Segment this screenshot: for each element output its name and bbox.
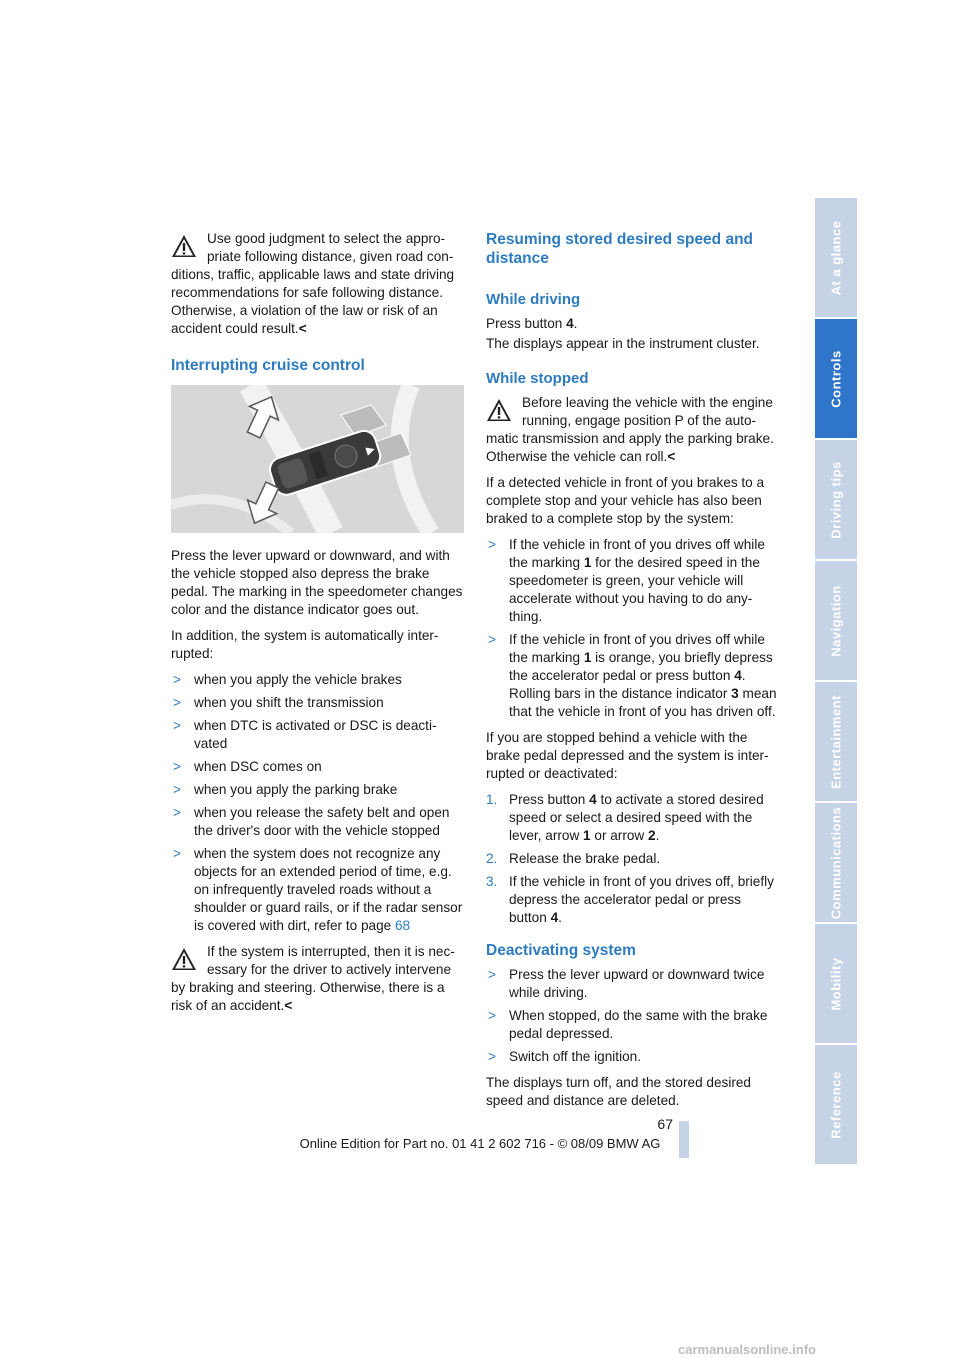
- text: .: [558, 910, 562, 925]
- tab-label: Reference: [828, 1070, 844, 1139]
- list-item: [171, 845, 464, 935]
- warning-icon: [171, 234, 197, 258]
- text: to activate a stored desired speed or select a desired speed with the lever, arrow: [509, 792, 764, 843]
- page-link[interactable]: 68: [394, 918, 411, 933]
- tab-navigation[interactable]: [815, 561, 857, 682]
- watermark: carmanualsonline.info: [678, 1342, 816, 1357]
- tab-label: Communications: [828, 806, 844, 919]
- list-item-text: when you apply the parking brake: [194, 782, 398, 797]
- steering-lever-figure: [171, 385, 464, 533]
- list-item-text: when DTC is activated or DSC is deacti-vated: [194, 718, 437, 751]
- list-item-text: When stopped, do the same with the brake pedal depressed.: [509, 1008, 768, 1041]
- bullet-marker: >: [173, 759, 181, 774]
- list-item: [171, 758, 464, 776]
- bullet-marker: >: [488, 967, 496, 982]
- paragraph-press-button: [486, 315, 778, 333]
- list-item-text: when you apply the vehicle brakes: [194, 672, 402, 687]
- button-number: 4: [550, 910, 559, 925]
- bullet-marker: >: [173, 672, 181, 687]
- tab-at-a-glance[interactable]: [815, 198, 857, 319]
- list-item: [171, 804, 464, 840]
- paragraph-displays: The displays appear in the instrument cluster.: [486, 336, 760, 351]
- button-number: 4: [566, 316, 574, 331]
- step-number: 3.: [486, 874, 498, 889]
- arrow-number: 1: [583, 828, 591, 843]
- warning-text-rest: by braking and steering. Otherwise, there is a risk of an accident.: [171, 980, 445, 1013]
- arrow-number: 2: [648, 828, 656, 843]
- subheading-while-driving: While driving: [486, 291, 581, 308]
- warning-text-rest: ditions, traffic, applicable laws and state driving recommendations for safe following distance. Otherwise, a violation of the law or risk of an accident could result.: [171, 267, 455, 336]
- list-item: [486, 966, 778, 1002]
- list-item: [171, 694, 464, 712]
- warning-icon: [486, 398, 512, 422]
- tab-label: At a glance: [828, 220, 844, 295]
- list-item-text: when the system does not recognize any objects for an extended period of time, e.g. on infrequently traveled roads without a shoulder or guard rails, or if the radar sensor is covered with dirt, refer to page: [194, 846, 463, 933]
- svg-text:▶: ▶: [364, 442, 377, 458]
- tab-communications[interactable]: [815, 803, 857, 924]
- left-column: [171, 230, 464, 1015]
- text: If the vehicle in front of you drives off while the marking: [509, 632, 765, 665]
- drive-off-list: [486, 536, 778, 721]
- right-column: [486, 230, 778, 1118]
- bullet-marker: >: [173, 846, 181, 861]
- text: Press button: [509, 792, 590, 807]
- paragraph-press-lever: Press the lever upward or downward, and with the vehicle stopped also depress the brake pedal. The marking in the speedometer changes color and the distance indicator goes out.: [171, 548, 463, 617]
- text: Press button: [486, 316, 567, 331]
- tab-label: Controls: [828, 349, 844, 408]
- warning-text-first: Use good judgment to select the appro-priate following distance, given road con-: [207, 231, 454, 264]
- text: for the desired speed in the speedometer is green, your vehicle will accelerate without you having to do any-thing.: [509, 555, 760, 624]
- warning-text-first: If the system is interrupted, then it is nec-essary for the driver to actively intervene: [207, 944, 455, 977]
- heading-resuming: Resuming stored desired speed and distance: [486, 231, 754, 267]
- button-number: 4: [734, 668, 742, 683]
- paragraph-stopped-behind: If you are stopped behind a vehicle with the brake pedal depressed and the system is inter-rupted or deactivated:: [486, 730, 769, 781]
- bullet-marker: >: [173, 805, 181, 820]
- indicator-number: 3: [731, 686, 739, 701]
- list-item: [486, 873, 778, 927]
- bullet-marker: >: [173, 782, 181, 797]
- list-item-text: Switch off the ignition.: [509, 1049, 641, 1064]
- text: If the vehicle in front of you drives off while the marking: [509, 537, 765, 570]
- step-number: 2.: [486, 851, 498, 866]
- list-item: [486, 791, 778, 845]
- list-item: [171, 671, 464, 689]
- end-marker: <: [667, 449, 676, 464]
- page-number: 67: [657, 1116, 673, 1132]
- paragraph-final: The displays turn off, and the stored desired speed and distance are deleted.: [486, 1075, 751, 1108]
- marking-number: 1: [583, 650, 592, 665]
- warning-note: [171, 230, 464, 338]
- list-item: [486, 1007, 778, 1043]
- step-number: 1.: [486, 792, 498, 807]
- tab-controls[interactable]: [815, 319, 857, 440]
- text: . Rolling bars in the distance indicator: [509, 668, 746, 701]
- heading-deactivating: Deactivating system: [486, 942, 636, 959]
- text: Release the brake pedal.: [509, 851, 661, 866]
- text: is orange, you briefly depress the accelerator pedal or press button: [509, 650, 773, 683]
- text: mean that the vehicle in front of you has driven off.: [509, 686, 777, 719]
- warning-icon: [171, 947, 197, 971]
- warning-text-rest: matic transmission and apply the parking brake. Otherwise the vehicle can roll.: [486, 431, 774, 464]
- interrupt-conditions-list: [171, 671, 464, 935]
- footer-text: Online Edition for Part no. 01 41 2 602 716 - © 08/09 BMW AG: [299, 1136, 661, 1151]
- list-item-text: when DSC comes on: [194, 759, 322, 774]
- bullet-marker: >: [488, 1049, 496, 1064]
- list-item: [486, 631, 778, 721]
- tab-driving-tips[interactable]: [815, 440, 857, 561]
- text: .: [573, 316, 578, 331]
- bullet-marker: >: [173, 718, 181, 733]
- list-item: [171, 717, 464, 753]
- list-item: [171, 781, 464, 799]
- chapter-tabs: [815, 198, 857, 1166]
- list-item: [486, 1048, 778, 1066]
- tab-mobility[interactable]: [815, 924, 857, 1045]
- end-marker: <: [298, 321, 307, 336]
- tab-label: Entertainment: [828, 694, 844, 789]
- steps-list: [486, 791, 778, 927]
- list-item: [486, 536, 778, 626]
- text: .: [655, 828, 660, 843]
- subheading-while-stopped: While stopped: [486, 370, 589, 387]
- list-item-text: when you release the safety belt and open the driver's door with the vehicle stopped: [194, 805, 450, 838]
- bullet-marker: >: [488, 1008, 496, 1023]
- bullet-marker: >: [488, 537, 496, 552]
- heading-interrupting: Interrupting cruise control: [171, 357, 365, 374]
- warning-note: [486, 394, 778, 466]
- deactivate-list: [486, 966, 778, 1066]
- bullet-marker: >: [173, 695, 181, 710]
- list-item: [486, 850, 778, 868]
- tab-label: Driving tips: [828, 460, 844, 539]
- end-marker: <: [284, 998, 293, 1013]
- button-number: 4: [589, 792, 597, 807]
- paragraph-auto-interrupt: In addition, the system is automatically inter-rupted:: [171, 628, 439, 661]
- marking-number: 1: [583, 555, 592, 570]
- list-item-text: Press the lever upward or downward twice while driving.: [509, 967, 765, 1000]
- list-item-text: when you shift the transmission: [194, 695, 384, 710]
- text: If the vehicle in front of you drives off, briefly depress the accelerator pedal or press button: [509, 874, 774, 925]
- text: or arrow: [590, 828, 649, 843]
- warning-note: [171, 943, 464, 1015]
- bullet-marker: >: [488, 632, 496, 647]
- tab-label: Navigation: [828, 584, 844, 657]
- paragraph-detected-vehicle: If a detected vehicle in front of you brakes to a complete stop and your vehicle has also been braked to a complete stop by the system:: [486, 475, 765, 526]
- steering-lever-illustration: [171, 385, 464, 533]
- tab-label: Mobility: [828, 956, 844, 1011]
- tab-entertainment[interactable]: [815, 682, 857, 803]
- warning-text-first: Before leaving the vehicle with the engine running, engage position P of the auto-: [522, 395, 773, 428]
